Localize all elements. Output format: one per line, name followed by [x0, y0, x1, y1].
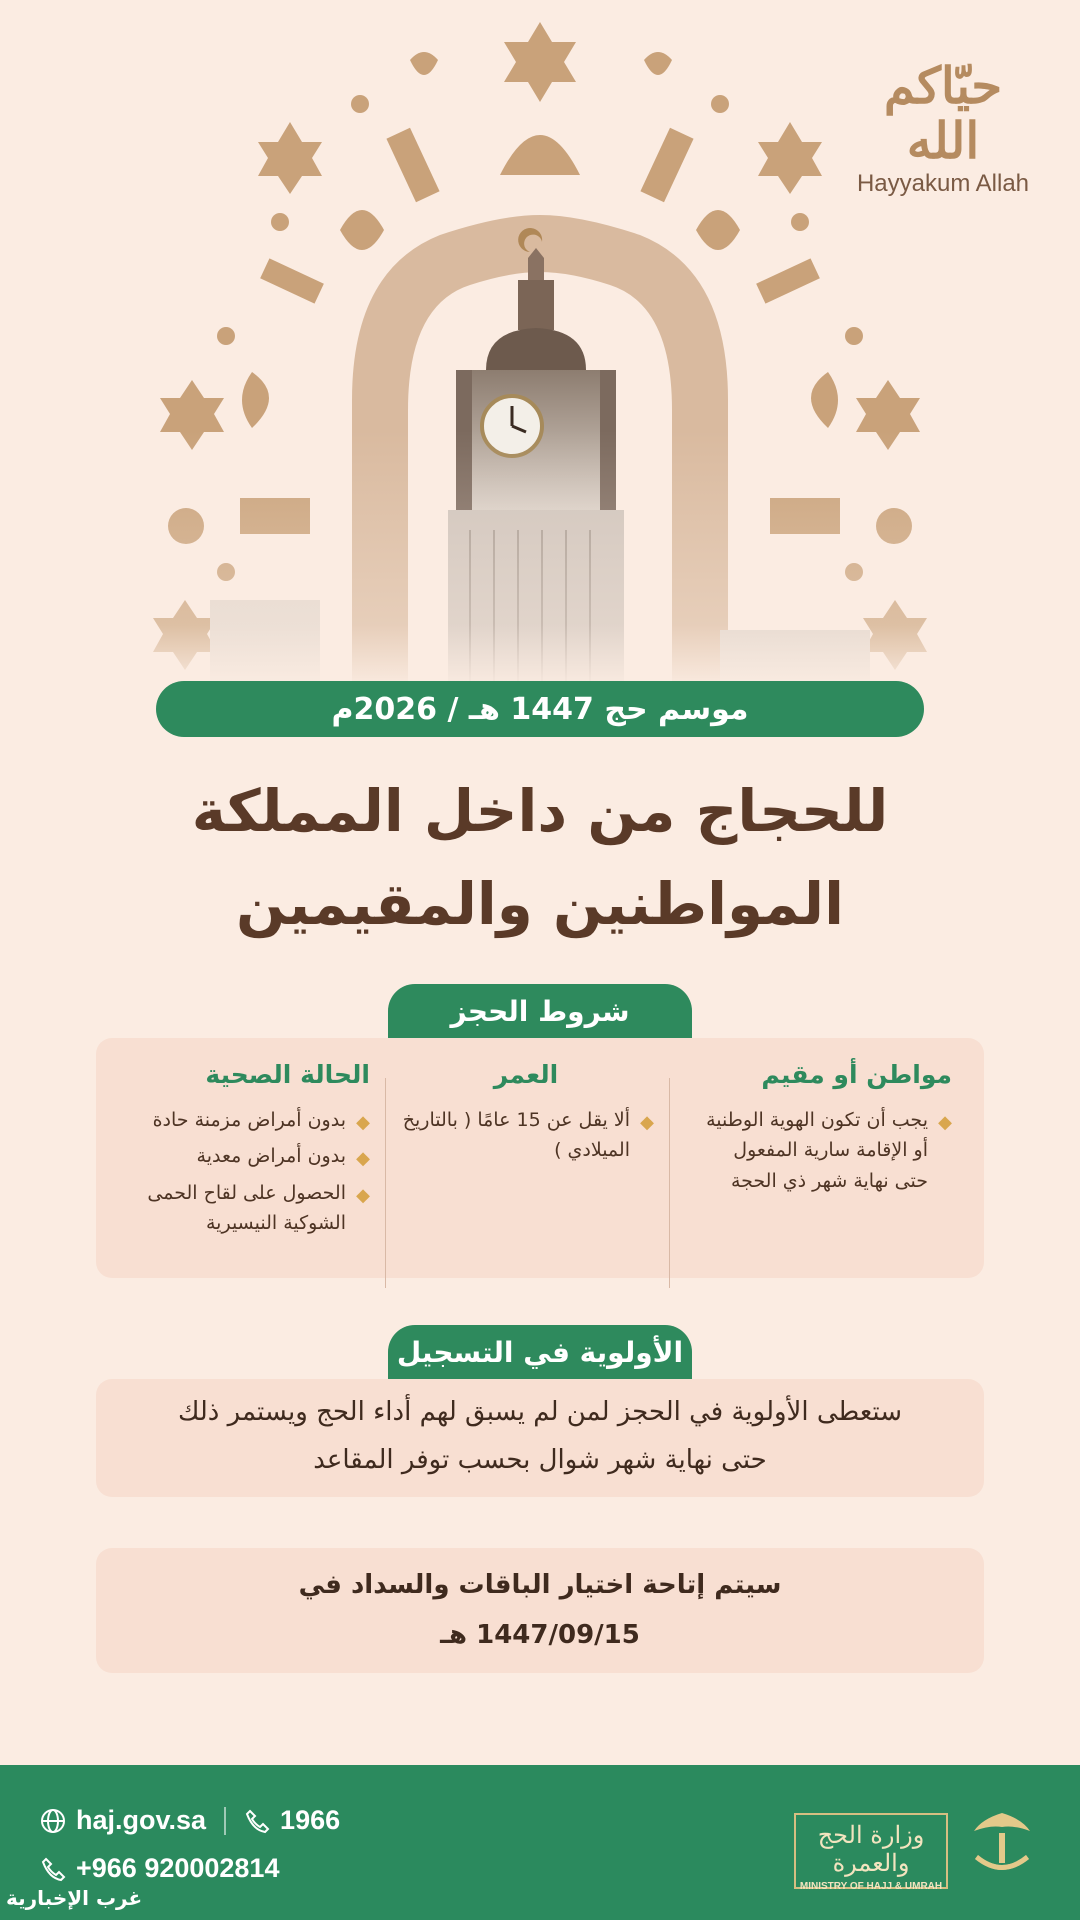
condition-item [114, 1178, 370, 1239]
condition-item-text: بدون أمراض معدية [196, 1145, 346, 1168]
headline-line-2: المواطنين والمقيمين [236, 870, 844, 938]
condition-item-text: يجب أن تكون الهوية الوطنية أو الإقامة سارية المفعول حتى نهاية شهر ذي الحجة [706, 1109, 928, 1192]
conditions-tab: شروط الحجز [388, 984, 692, 1038]
brand-logo [848, 58, 1038, 198]
ministry-name-english: MINISTRY OF HAJJ & UMRAH [799, 1881, 943, 1892]
condition-title: الحالة الصحية [205, 1060, 370, 1089]
contact-row-1 [40, 1805, 340, 1836]
conditions-card [96, 1038, 984, 1278]
priority-card [96, 1379, 984, 1497]
priority-line-1: ستعطى الأولوية في الحجز لمن لم يسبق لهم أداء الحج ويستمر ذلك [177, 1397, 903, 1427]
condition-item-text: الحصول على لقاح الحمى الشوكية النيسيرية [147, 1181, 346, 1235]
priority-tab: الأولوية في التسجيل [388, 1325, 692, 1379]
bullet-diamond-icon: ◆ [356, 1112, 370, 1133]
condition-title: العمر [493, 1060, 559, 1089]
condition-item [398, 1105, 654, 1166]
brand-latin: Hayyakum Allah [856, 170, 1030, 197]
phone-icon [244, 1808, 270, 1834]
priority-line-2: حتى نهاية شهر شوال بحسب توفر المقاعد [313, 1445, 767, 1475]
phone-number[interactable]: +966 920002814 [76, 1853, 280, 1883]
ministry-logo [794, 1813, 948, 1892]
payment-line-1: سيتم إتاحة اختيار الباقات والسداد في [298, 1570, 782, 1600]
contact-separator [224, 1807, 226, 1835]
hotline-number[interactable]: 1966 [280, 1805, 341, 1835]
bullet-diamond-icon: ◆ [356, 1184, 370, 1206]
condition-item-text: بدون أمراض مزمنة حادة [152, 1109, 346, 1131]
watermark: غرب الإخبارية [6, 1886, 143, 1910]
condition-column-residency [696, 1060, 952, 1202]
condition-item [114, 1141, 370, 1171]
condition-item [114, 1105, 370, 1135]
condition-item-text: ألا يقل عن 15 عامًا ( بالتاريخ الميلادي ) [402, 1109, 630, 1162]
condition-title: مواطن أو مقيم [761, 1060, 952, 1089]
condition-column-health [114, 1060, 370, 1245]
footer-bar [0, 1765, 1080, 1920]
column-divider [669, 1078, 670, 1288]
bullet-diamond-icon: ◆ [356, 1148, 370, 1170]
website-link[interactable]: haj.gov.sa [76, 1805, 207, 1835]
globe-icon [40, 1808, 66, 1834]
saudi-emblem-icon [962, 1805, 1042, 1885]
bullet-diamond-icon: ◆ [938, 1112, 952, 1133]
payment-card [96, 1548, 984, 1673]
condition-item [696, 1105, 952, 1196]
brand-arabic: حيّاكم الله [883, 56, 1003, 170]
phone-icon [40, 1856, 66, 1882]
payment-date: 1447/09/15 هـ [440, 1620, 640, 1650]
contact-row-2 [40, 1853, 279, 1884]
season-banner: موسم حج 1447 هـ / 2026م [156, 681, 924, 737]
column-divider [385, 1078, 386, 1288]
ministry-name-arabic: وزارة الحج والعمرة [817, 1821, 925, 1877]
condition-column-age [398, 1060, 654, 1172]
bullet-diamond-icon: ◆ [640, 1112, 654, 1133]
headline-line-1: للحجاج من داخل المملكة [191, 777, 889, 845]
